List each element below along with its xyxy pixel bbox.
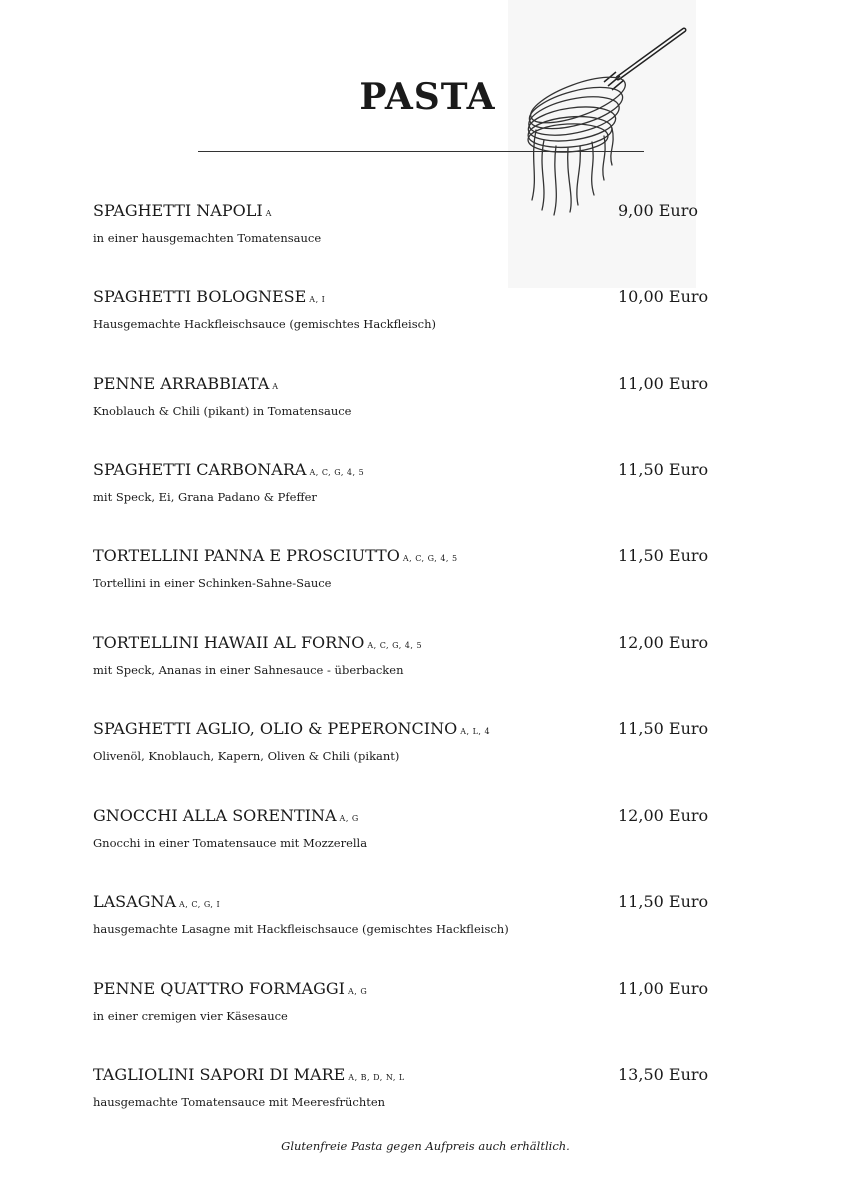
dish-title <box>93 979 367 998</box>
menu-item <box>93 719 733 789</box>
dish-price: 12,00 Euro <box>618 806 709 825</box>
dish-title <box>93 633 422 652</box>
dish-title <box>93 287 325 306</box>
dish-title <box>93 1065 405 1084</box>
page-title: PASTA <box>359 76 496 118</box>
dish-price: 13,50 Euro <box>618 1065 709 1084</box>
dish-price: 11,00 Euro <box>618 979 709 998</box>
footer-note: Glutenfreie Pasta gegen Aufpreis auch erhältlich. <box>281 1139 570 1153</box>
dish-name: SPAGHETTI BOLOGNESE <box>93 287 307 306</box>
allergen-codes: A, I <box>309 295 326 304</box>
dish-price: 10,00 Euro <box>618 287 709 306</box>
allergen-codes: A <box>272 382 279 391</box>
dish-description: hausgemachte Tomatensauce mit Meeresfrüchten <box>93 1095 386 1109</box>
dish-title <box>93 892 220 911</box>
allergen-codes: A, L, 4 <box>460 727 491 736</box>
menu-item <box>93 546 733 616</box>
dish-name: LASAGNA <box>93 892 177 911</box>
dish-price: 11,50 Euro <box>618 719 709 738</box>
allergen-codes: A, C, G, 4, 5 <box>309 468 365 477</box>
dish-description: in einer cremigen vier Käsesauce <box>93 1009 288 1023</box>
menu-item <box>93 806 733 876</box>
dish-price: 9,00 Euro <box>618 201 698 220</box>
dish-description: Olivenöl, Knoblauch, Kapern, Oliven & Chili (pikant) <box>93 749 400 763</box>
dish-price: 11,50 Euro <box>618 460 709 479</box>
dish-description: Knoblauch & Chili (pikant) in Tomatensauce <box>93 404 352 418</box>
menu-item <box>93 460 733 530</box>
allergen-codes: A, G <box>339 814 359 823</box>
menu-item <box>93 201 733 271</box>
dish-title <box>93 374 279 393</box>
dish-price: 11,50 Euro <box>618 892 709 911</box>
menu-item <box>93 1065 733 1135</box>
dish-name: TAGLIOLINI SAPORI DI MARE <box>93 1065 346 1084</box>
dish-name: TORTELLINI HAWAII AL FORNO <box>93 633 365 652</box>
dish-title <box>93 719 490 738</box>
allergen-codes: A <box>265 209 272 218</box>
dish-name: SPAGHETTI AGLIO, OLIO & PEPERONCINO <box>93 719 458 738</box>
allergen-codes: A, C, G, 4, 5 <box>367 641 423 650</box>
dish-description: Gnocchi in einer Tomatensauce mit Mozzerella <box>93 836 368 850</box>
dish-title <box>93 460 364 479</box>
dish-title <box>93 806 359 825</box>
dish-price: 11,00 Euro <box>618 374 709 393</box>
menu-item <box>93 374 733 444</box>
dish-name: GNOCCHI ALLA SORENTINA <box>93 806 337 825</box>
allergen-codes: A, C, G, I <box>179 900 221 909</box>
dish-description: mit Speck, Ananas in einer Sahnesauce - überbacken <box>93 663 404 677</box>
menu-item <box>93 287 733 357</box>
menu-item <box>93 633 733 703</box>
dish-name: SPAGHETTI CARBONARA <box>93 460 307 479</box>
dish-name: PENNE QUATTRO FORMAGGI <box>93 979 345 998</box>
dish-title <box>93 546 458 565</box>
dish-description: Tortellini in einer Schinken-Sahne-Sauce <box>93 576 332 590</box>
dish-title <box>93 201 272 220</box>
menu-item <box>93 979 733 1049</box>
allergen-codes: A, G <box>347 987 368 996</box>
dish-description: Hausgemachte Hackfleischsauce (gemischtes Hackfleisch) <box>93 317 436 331</box>
dish-price: 12,00 Euro <box>618 633 709 652</box>
dish-description: in einer hausgemachten Tomatensauce <box>93 231 322 245</box>
title-divider <box>198 151 644 152</box>
dish-price: 11,50 Euro <box>618 546 709 565</box>
dish-name: PENNE ARRABBIATA <box>93 374 270 393</box>
dish-name: TORTELLINI PANNA E PROSCIUTTO <box>93 546 400 565</box>
allergen-codes: A, C, G, 4, 5 <box>402 554 458 563</box>
dish-name: SPAGHETTI NAPOLI <box>93 201 263 220</box>
menu-item <box>93 892 733 962</box>
dish-description: hausgemachte Lasagne mit Hackfleischsauce (gemischtes Hackfleisch) <box>93 922 509 936</box>
allergen-codes: A, B, D, N, L <box>348 1073 405 1082</box>
dish-description: mit Speck, Ei, Grana Padano & Pfeffer <box>93 490 317 504</box>
